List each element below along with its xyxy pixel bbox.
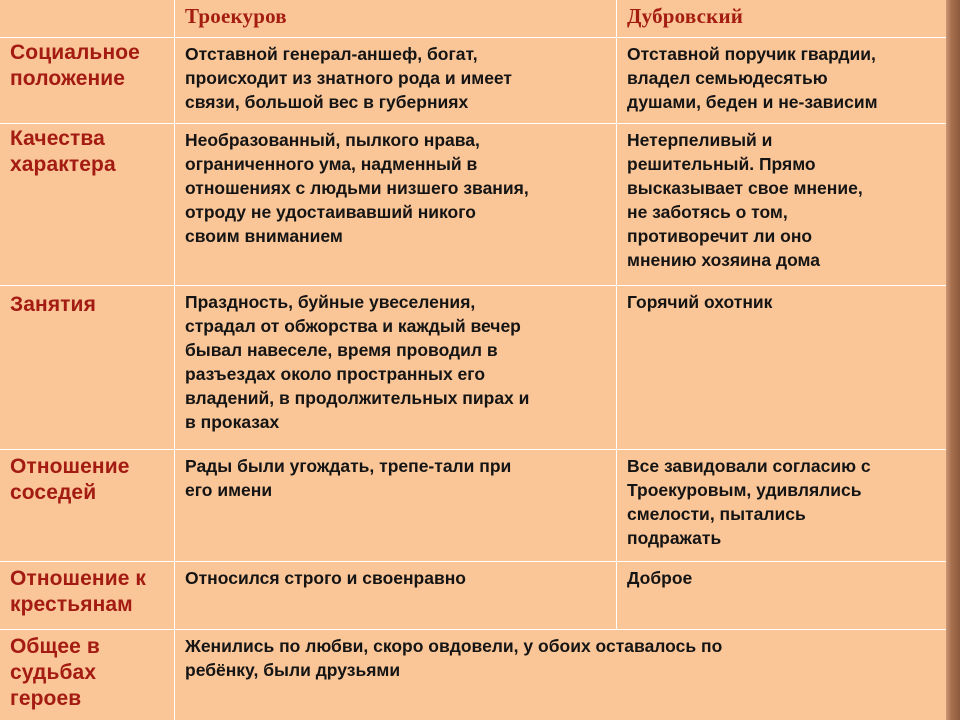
dubrovsky-text: Все завидовали согласию с Троекуровым, удивлялись смелости, пытались подражать bbox=[627, 456, 871, 548]
row-label-cell bbox=[0, 286, 175, 449]
row-label: Отношение соседей bbox=[10, 455, 130, 504]
row-label: Занятия bbox=[10, 293, 96, 316]
troekurov-text: Необразованный, пылкого нрава, ограниченного ума, надменный в отношениях с людьми низшего звания, отроду не удостаивавший никого своим вниманием bbox=[185, 130, 529, 246]
column-title-troekurov: Троекуров bbox=[185, 4, 287, 28]
troekurov-cell bbox=[175, 124, 617, 285]
row-label-cell bbox=[0, 450, 175, 561]
row-label: Отношение к крестьянам bbox=[10, 567, 147, 616]
common-fate-text: Женились по любви, скоро овдовели, у обоих оставалось по ребёнку, были друзьями bbox=[185, 636, 723, 680]
troekurov-text: Относился строго и своенравно bbox=[185, 568, 466, 588]
row-label-cell bbox=[0, 562, 175, 629]
dubrovsky-cell bbox=[617, 562, 946, 629]
row-label-cell bbox=[0, 630, 175, 720]
header-cell-dubrovsky bbox=[617, 0, 946, 37]
header-empty-cell bbox=[0, 0, 175, 37]
troekurov-text: Рады были угождать, трепе-тали при его имени bbox=[185, 456, 512, 500]
table-row-social-status bbox=[0, 38, 946, 124]
table-row-peasants bbox=[0, 562, 946, 630]
dubrovsky-cell bbox=[617, 450, 946, 561]
troekurov-text: Праздность, буйные увеселения, страдал от обжорства и каждый вечер бывал навеселе, время проводил в разъездах около пространных его владений, в продолжительных пирах и в проказах bbox=[185, 292, 530, 432]
table-row-occupations bbox=[0, 286, 946, 450]
troekurov-cell bbox=[175, 286, 617, 449]
row-label: Социальное положение bbox=[10, 41, 140, 90]
troekurov-text: Отставной генерал-аншеф, богат, происходит из знатного рода и имеет связи, большой вес в губерниях bbox=[185, 44, 513, 112]
dubrovsky-text: Доброе bbox=[627, 568, 693, 588]
dubrovsky-text: Нетерпеливый и решительный. Прямо высказывает свое мнение, не заботясь о том, противоречит ли оно мнению хозяина дома bbox=[627, 130, 863, 270]
column-title-dubrovsky: Дубровский bbox=[627, 4, 744, 28]
table-row-neighbors bbox=[0, 450, 946, 562]
row-label: Общее в судьбах героев bbox=[10, 635, 100, 710]
row-label: Качества характера bbox=[10, 127, 116, 176]
troekurov-cell bbox=[175, 562, 617, 629]
dubrovsky-cell bbox=[617, 38, 946, 123]
row-label-cell bbox=[0, 124, 175, 285]
troekurov-cell bbox=[175, 450, 617, 561]
dubrovsky-cell bbox=[617, 124, 946, 285]
table-row-common-fate bbox=[0, 630, 946, 720]
table-header-row bbox=[0, 0, 946, 38]
troekurov-cell bbox=[175, 38, 617, 123]
dubrovsky-cell bbox=[617, 286, 946, 449]
header-cell-troekurov bbox=[175, 0, 617, 37]
row-label-cell bbox=[0, 38, 175, 123]
dubrovsky-text: Отставной поручик гвардии, владел семьюдесятью душами, беден и не-зависим bbox=[627, 44, 878, 112]
table-row-character bbox=[0, 124, 946, 286]
common-fate-cell bbox=[175, 630, 946, 720]
dubrovsky-text: Горячий охотник bbox=[627, 292, 773, 312]
